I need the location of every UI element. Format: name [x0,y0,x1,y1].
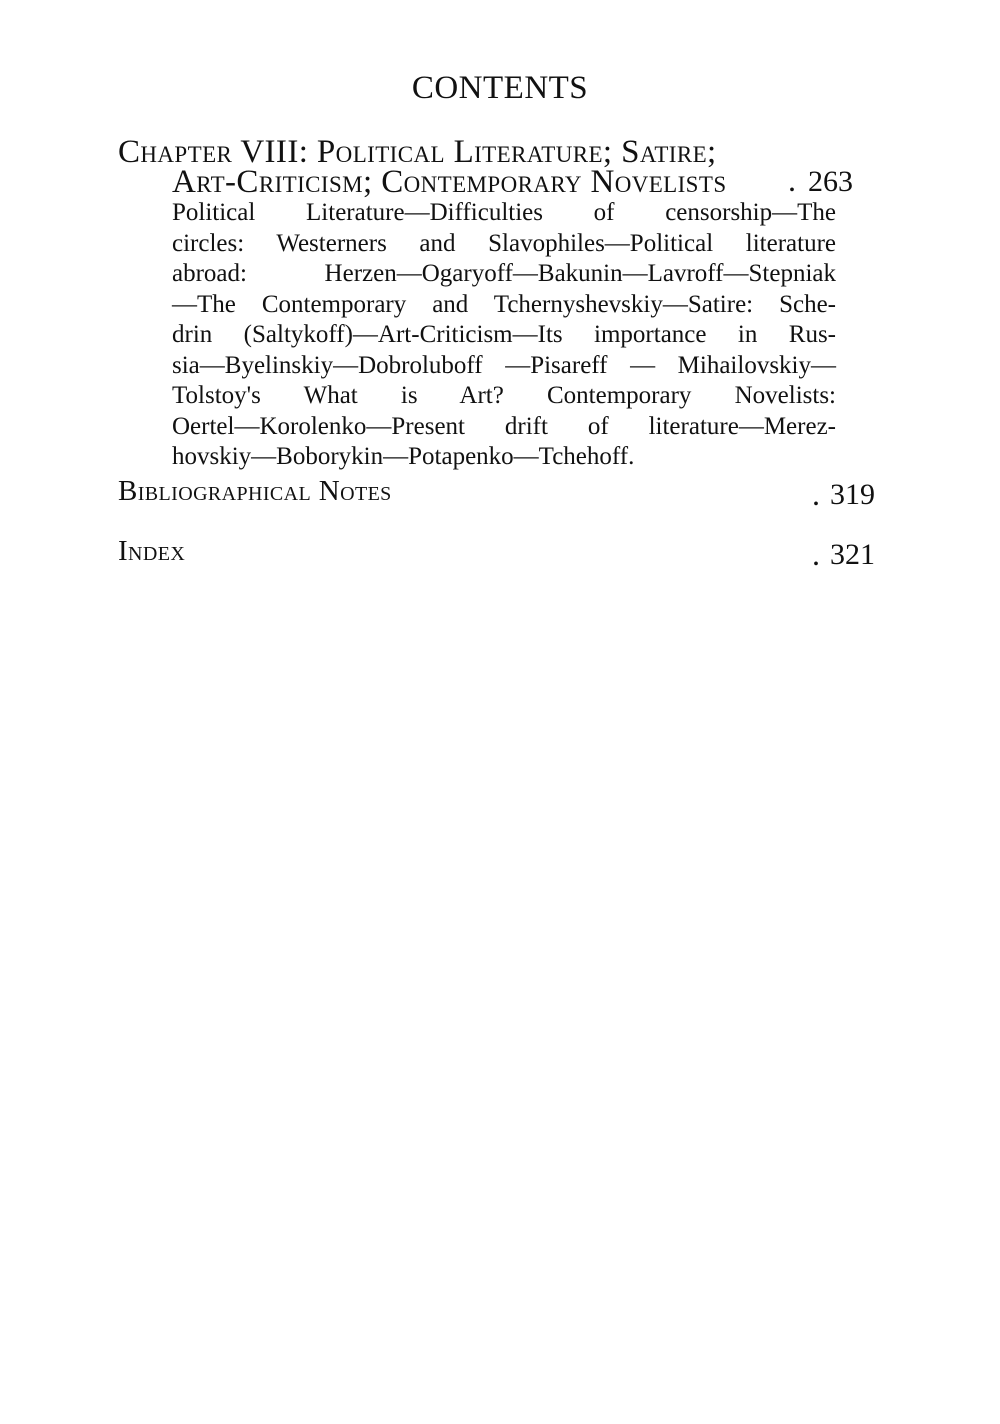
summary-line: sia—Byelinskiy—Dobroluboff —Pisareff — Mihailovskiy— [172,351,836,379]
toc-entry-index: Index [118,535,186,567]
toc-entry-bibliographical-notes: Bibliographical Notes [118,475,392,507]
summary-line: Political Literature—Difficulties of censorship—The [172,199,836,226]
toc-entry-page-number: 321 [830,538,875,571]
toc-entry-page-number: 319 [830,478,875,511]
summary-line: hovskiy—Boborykin—Potapenko—Tchehoff. [172,443,635,470]
chapter-title-line-1: Chapter VIII: Political Literature; Satire; [118,134,717,170]
page-heading: CONTENTS [411,70,589,106]
chapter-title-line-2: Art-Criticism; Contemporary Novelists [172,164,727,200]
summary-line: Tolstoy's What is Art? Contemporary Novelists: [172,382,836,409]
summary-line: —The Contemporary and Tchernyshevskiy—Satire: Sche- [172,290,836,318]
chapter-page-number: 263 [808,165,853,198]
leader-dot: . [812,536,820,572]
chapter-summary [172,198,836,473]
summary-line: drin (Saltykoff)—Art-Criticism—Its importance in Rus- [172,321,836,348]
leader-dot: . [788,162,796,198]
summary-line: abroad: Herzen—Ogaryoff—Bakunin—Lavroff—Stepniak [172,260,836,287]
summary-line: Oertel—Korolenko—Present drift of literature—Merez- [172,412,836,440]
summary-line: circles: Westerners and Slavophiles—Political literature [172,229,836,257]
leader-dot: . [812,476,820,512]
